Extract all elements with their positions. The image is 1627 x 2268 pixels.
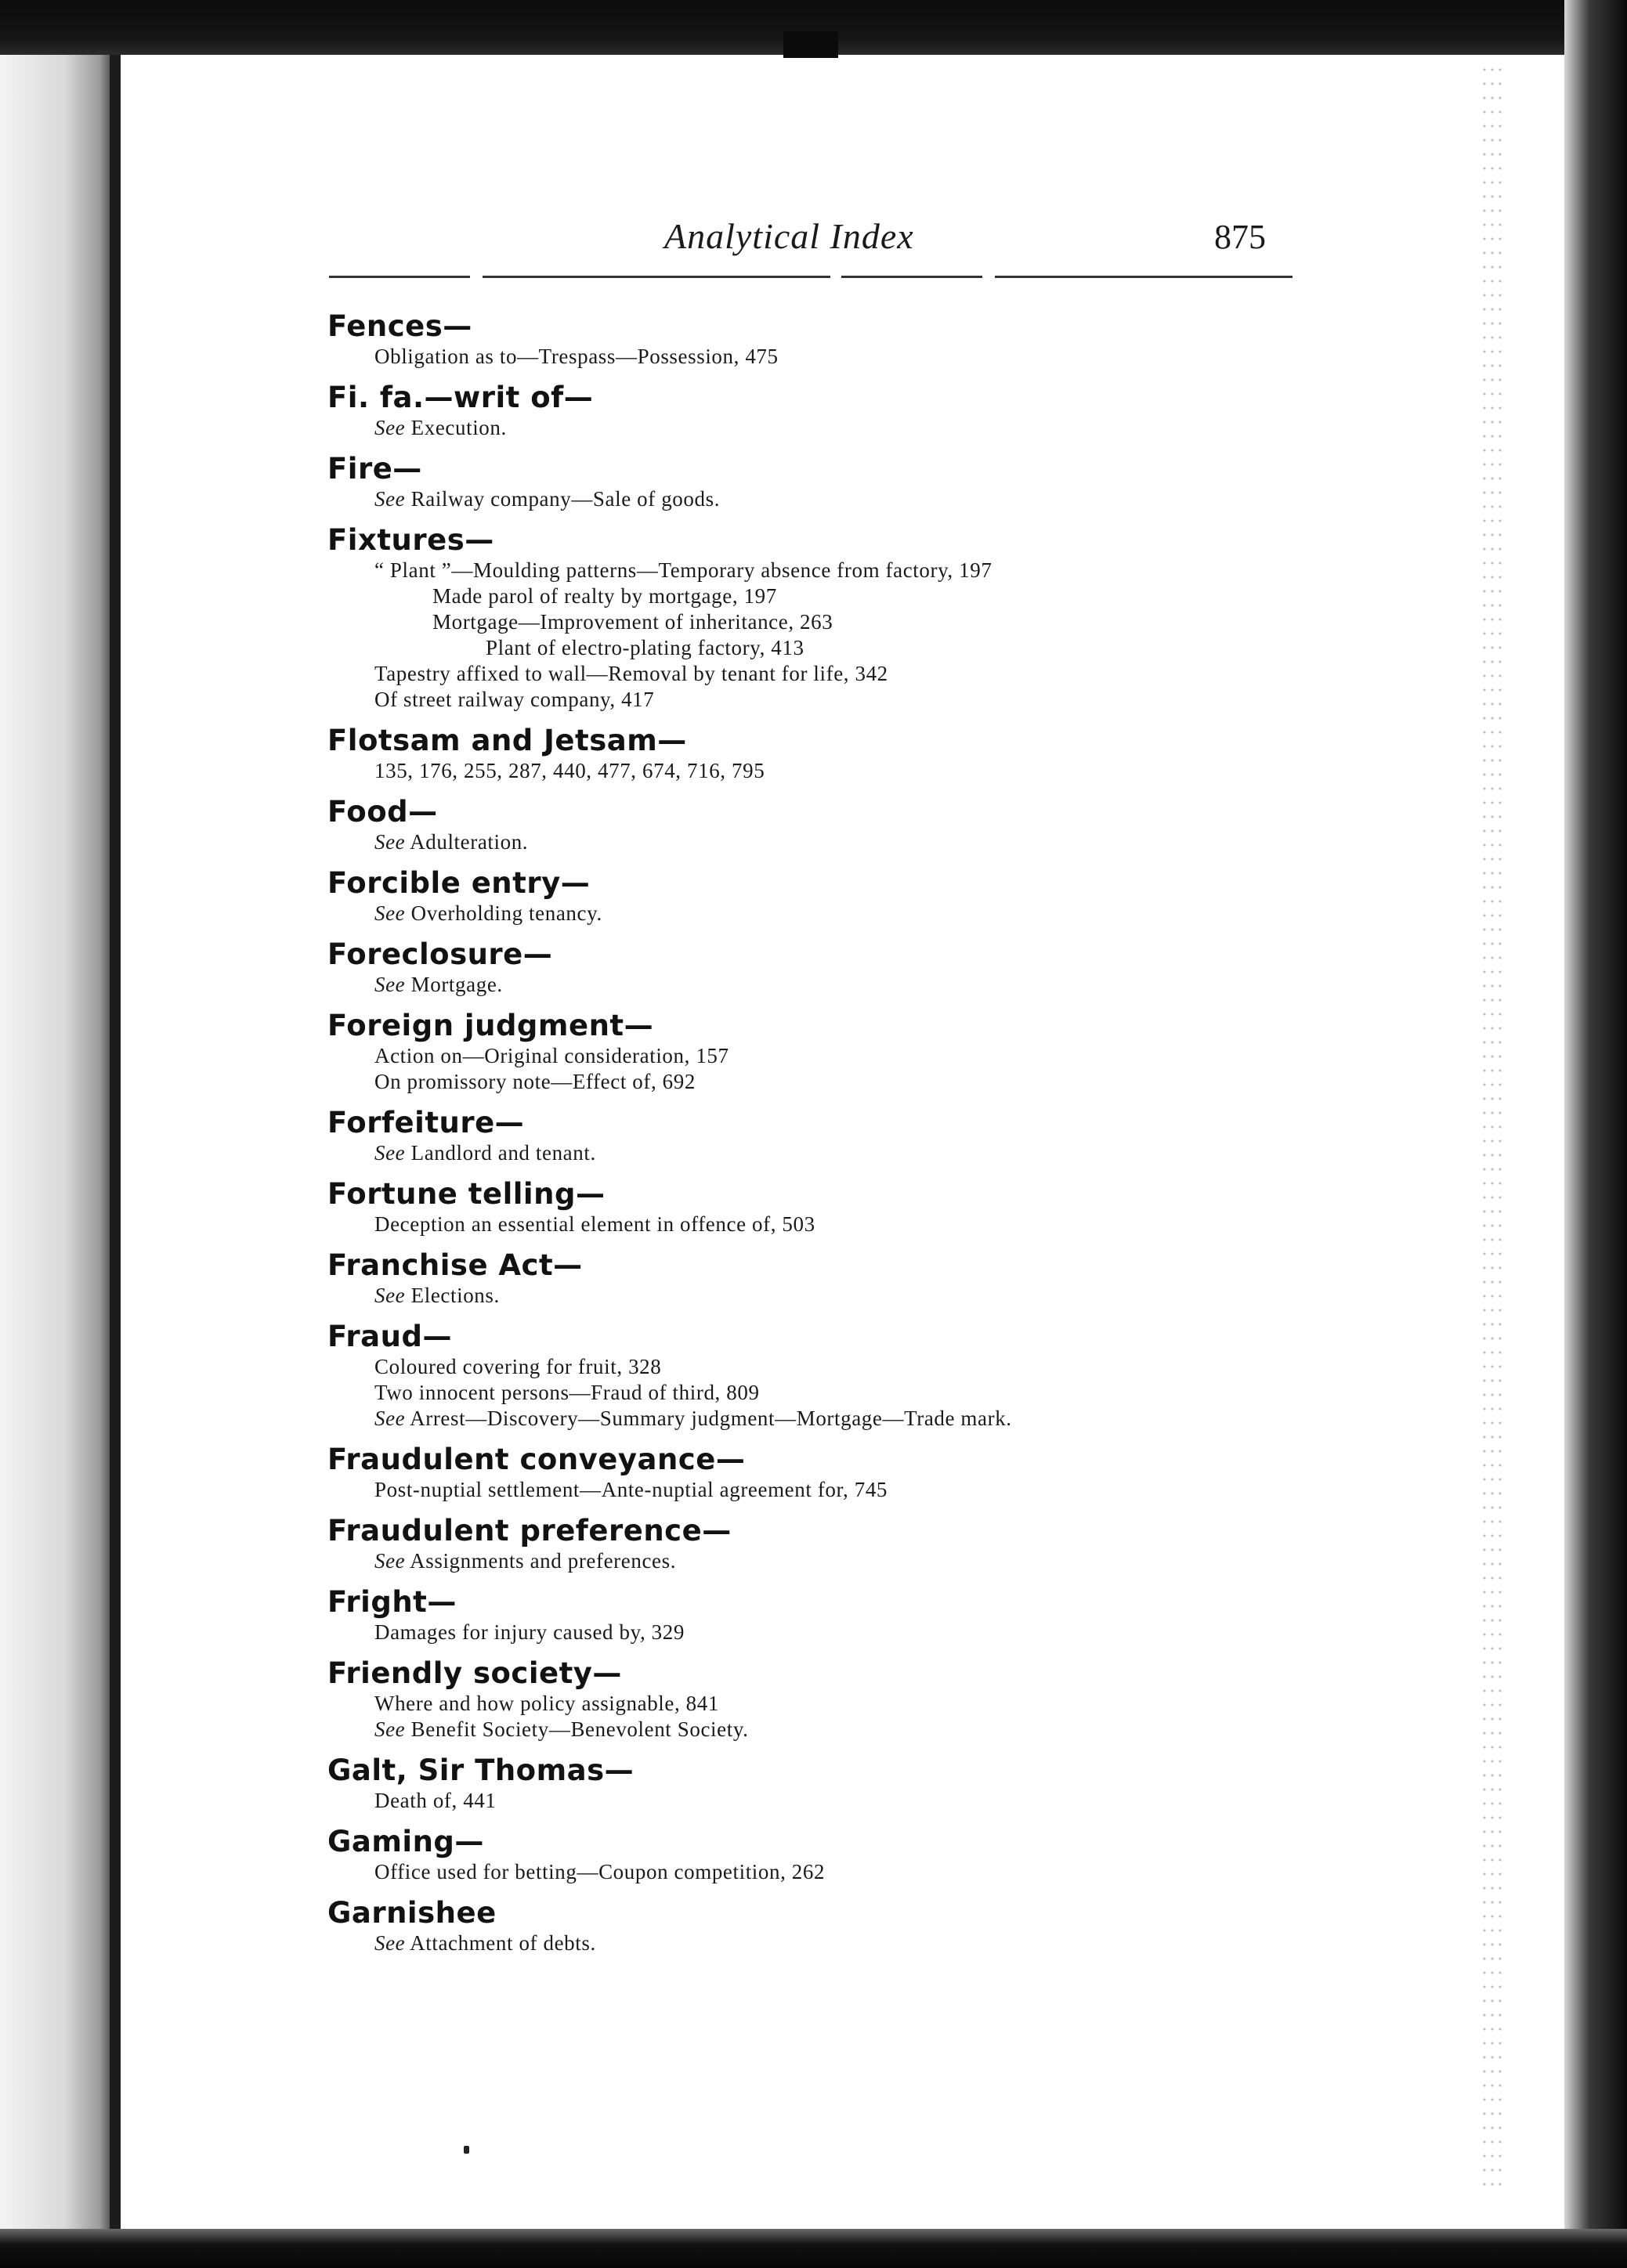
subentry-line xyxy=(327,1691,1346,1717)
cross-reference-line xyxy=(327,1283,1346,1309)
subentry-text: Benefit Society—Benevolent Society. xyxy=(405,1717,749,1741)
header-rule xyxy=(329,276,1293,278)
subentry-text: Coloured covering for fruit, 328 xyxy=(374,1355,662,1378)
entry-heading: Foreign judgment— xyxy=(327,1009,654,1042)
subentry-text: Damages for injury caused by, 329 xyxy=(374,1620,685,1644)
entry-heading: Fences— xyxy=(327,309,472,343)
subentry-line xyxy=(327,758,1346,784)
index-entry xyxy=(327,523,1346,713)
subentry-text: Mortgage—Improvement of inheritance, 263 xyxy=(432,610,833,634)
scan-right-border xyxy=(1564,0,1627,2268)
cross-reference-line xyxy=(327,1406,1346,1432)
index-entry xyxy=(327,1585,1346,1645)
index-entry xyxy=(327,1009,1346,1095)
see-label: See xyxy=(374,416,406,439)
subentry-line xyxy=(327,1212,1346,1237)
cross-reference-line xyxy=(327,1140,1346,1166)
subentry-line xyxy=(327,1354,1346,1380)
subentry-line xyxy=(327,558,1346,583)
cross-reference-line xyxy=(327,1548,1346,1574)
entry-heading: Garnishee xyxy=(327,1896,497,1930)
subentry-text: Overholding tenancy. xyxy=(405,901,602,925)
subentry-line xyxy=(327,344,1346,370)
index-entry xyxy=(327,1656,1346,1743)
entry-heading: Fright— xyxy=(327,1585,457,1619)
entry-heading: Friendly society— xyxy=(327,1656,622,1690)
entry-heading: Foreclosure— xyxy=(327,937,553,971)
entry-heading: Fire— xyxy=(327,452,422,486)
subentry-text: Of street railway company, 417 xyxy=(374,688,655,711)
entry-heading: Fi. fa.—writ of— xyxy=(327,381,594,414)
subentry-line xyxy=(327,1788,1346,1814)
index-entry xyxy=(327,724,1346,784)
subentry-text: Death of, 441 xyxy=(374,1789,497,1812)
index-entry xyxy=(327,937,1346,998)
index-entry xyxy=(327,381,1346,441)
subentry-text: Adulteration. xyxy=(405,830,529,854)
entry-heading: Forcible entry— xyxy=(327,866,591,900)
cross-reference-line xyxy=(327,972,1346,998)
entry-heading: Food— xyxy=(327,795,438,829)
scan-top-notch xyxy=(783,31,838,58)
see-label: See xyxy=(374,1717,406,1741)
subentry-text: Plant of electro-plating factory, 413 xyxy=(486,636,804,659)
subentry-text: Attachment of debts. xyxy=(405,1931,596,1955)
index-entry xyxy=(327,309,1346,370)
see-label: See xyxy=(374,487,406,511)
see-label: See xyxy=(374,830,406,854)
page-title: Analytical Index xyxy=(664,216,914,256)
entry-heading: Gaming— xyxy=(327,1825,484,1858)
ink-speck xyxy=(464,2146,469,2154)
index-entry xyxy=(327,1177,1346,1237)
subentry-text: Elections. xyxy=(405,1284,500,1307)
see-label: See xyxy=(374,1549,406,1573)
running-header xyxy=(329,215,1308,270)
subentry-line xyxy=(327,687,1346,713)
index-entry xyxy=(327,1896,1346,1956)
index-list xyxy=(327,309,1346,1967)
subentry-text: Obligation as to—Trespass—Possession, 475 xyxy=(374,345,779,368)
cross-reference-line xyxy=(327,1717,1346,1743)
subentry-line xyxy=(327,1380,1346,1406)
subentry-line xyxy=(327,1859,1346,1885)
index-entry xyxy=(327,1514,1346,1574)
cross-reference-line xyxy=(327,486,1346,512)
index-entry xyxy=(327,1825,1346,1885)
subentry-text: Deception an essential element in offence of, 503 xyxy=(374,1212,815,1236)
subentry-line xyxy=(327,1043,1346,1069)
see-label: See xyxy=(374,1407,406,1430)
subentry-text: Execution. xyxy=(405,416,507,439)
scan-bottom-border xyxy=(0,2229,1627,2268)
subentry-text: Assignments and preferences. xyxy=(405,1549,677,1573)
cross-reference-line xyxy=(327,829,1346,855)
cross-reference-line xyxy=(327,1930,1346,1956)
index-entry xyxy=(327,1443,1346,1503)
index-entry xyxy=(327,1753,1346,1814)
subentry-text: Tapestry affixed to wall—Removal by tenant for life, 342 xyxy=(374,662,888,685)
subentry-text: Made parol of realty by mortgage, 197 xyxy=(432,584,777,608)
subentry-line xyxy=(327,1620,1346,1645)
entry-heading: Fraudulent preference— xyxy=(327,1514,732,1548)
subentry-text: “ Plant ”—Moulding patterns—Temporary absence from factory, 197 xyxy=(374,558,992,582)
index-entry xyxy=(327,452,1346,512)
subentry-text: 135, 176, 255, 287, 440, 477, 674, 716, 795 xyxy=(374,759,765,782)
entry-heading: Flotsam and Jetsam— xyxy=(327,724,687,757)
page-number: 875 xyxy=(1214,218,1266,256)
index-entry xyxy=(327,1320,1346,1432)
see-label: See xyxy=(374,1931,406,1955)
subentry-text: Mortgage. xyxy=(405,973,503,996)
entry-heading: Fraud— xyxy=(327,1320,452,1353)
index-entry xyxy=(327,866,1346,926)
subentry-line xyxy=(327,1477,1346,1503)
subentry-text: Two innocent persons—Fraud of third, 809 xyxy=(374,1381,760,1404)
subentry-text: Office used for betting—Coupon competition, 262 xyxy=(374,1860,826,1883)
scan-left-edge xyxy=(110,0,121,2268)
subentry-line xyxy=(327,1069,1346,1095)
entry-heading: Fraudulent conveyance— xyxy=(327,1443,746,1476)
subentry-text: Arrest—Discovery—Summary judgment—Mortgage—Trade mark. xyxy=(405,1407,1012,1430)
index-entry xyxy=(327,795,1346,855)
cross-reference-line xyxy=(327,415,1346,441)
see-label: See xyxy=(374,1284,406,1307)
scan-left-margin xyxy=(0,0,118,2268)
see-label: See xyxy=(374,973,406,996)
entry-heading: Franchise Act— xyxy=(327,1248,583,1282)
entry-heading: Fortune telling— xyxy=(327,1177,606,1211)
index-entry xyxy=(327,1106,1346,1166)
subentry-text: Where and how policy assignable, 841 xyxy=(374,1692,719,1715)
index-entry xyxy=(327,1248,1346,1309)
entry-heading: Forfeiture— xyxy=(327,1106,525,1139)
cross-reference-line xyxy=(327,901,1346,926)
entry-heading: Fixtures— xyxy=(327,523,494,557)
subentry-text: Action on—Original consideration, 157 xyxy=(374,1044,729,1067)
see-label: See xyxy=(374,1141,406,1165)
subentry-text: On promissory note—Effect of, 692 xyxy=(374,1070,696,1093)
subentry-line xyxy=(327,583,1346,609)
scan-right-noise xyxy=(1481,63,1504,2193)
subentry-text: Post-nuptial settlement—Ante-nuptial agreement for, 745 xyxy=(374,1478,888,1501)
subentry-text: Landlord and tenant. xyxy=(405,1141,596,1165)
subentry-line xyxy=(327,609,1346,635)
subentry-text: Railway company—Sale of goods. xyxy=(405,487,721,511)
subentry-line xyxy=(327,635,1346,661)
subentry-line xyxy=(327,661,1346,687)
see-label: See xyxy=(374,901,406,925)
entry-heading: Galt, Sir Thomas— xyxy=(327,1753,635,1787)
